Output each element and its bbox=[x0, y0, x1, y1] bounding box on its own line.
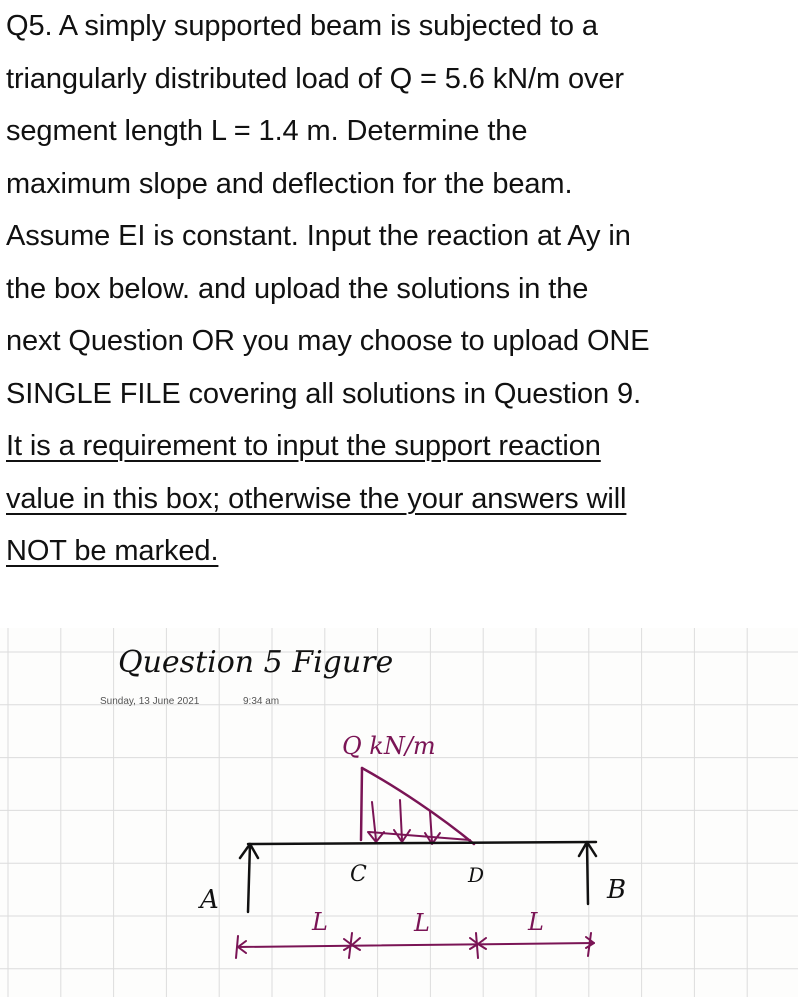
question-line bbox=[6, 525, 796, 578]
question-line-text: Assume EI is constant. Input the reaction at Ay in bbox=[6, 220, 631, 252]
support-a-arrow bbox=[240, 844, 258, 912]
question-line bbox=[6, 210, 796, 263]
question-line bbox=[6, 420, 796, 473]
figure-canvas bbox=[0, 628, 798, 997]
question-line-text: triangularly distributed load of Q = 5.6 kN/m over bbox=[6, 62, 624, 95]
span-label-2: L bbox=[414, 909, 430, 937]
grid-paper bbox=[0, 628, 798, 997]
point-d-label: D bbox=[468, 863, 485, 887]
requirement-text: NOT be marked. bbox=[6, 535, 219, 567]
support-b-arrow bbox=[579, 842, 596, 904]
requirement-text: It is a requirement to input the support reaction bbox=[6, 430, 601, 462]
question-line bbox=[6, 0, 796, 53]
question-line bbox=[6, 315, 796, 368]
figure-title: Question 5 Figure bbox=[118, 645, 394, 680]
point-c-label: C bbox=[350, 862, 367, 887]
beam bbox=[248, 842, 596, 844]
figure-time: 9:34 am bbox=[243, 696, 280, 707]
support-b-label: B bbox=[607, 875, 627, 905]
question-line-text: segment length L = 1.4 m. Determine the bbox=[6, 115, 528, 147]
question-line bbox=[6, 473, 796, 526]
span-label-1: L bbox=[312, 908, 328, 936]
question-line bbox=[6, 53, 796, 106]
question-figure bbox=[0, 628, 798, 997]
question-line bbox=[6, 105, 796, 158]
question-line-text: the box below. and upload the solutions in the bbox=[6, 272, 589, 305]
load-left-edge bbox=[361, 768, 362, 840]
question-line bbox=[6, 158, 796, 211]
question-text bbox=[6, 0, 796, 578]
span-label-3: L bbox=[528, 908, 544, 936]
question-line-text: Q5. A simply supported beam is subjected to a bbox=[6, 10, 598, 42]
load-arrow-1 bbox=[368, 802, 384, 842]
figure-date: Sunday, 13 June 2021 bbox=[100, 696, 200, 707]
support-a-label: A bbox=[200, 885, 219, 915]
dimension-line bbox=[238, 943, 594, 947]
question-line-text: maximum slope and deflection for the beam. bbox=[6, 167, 573, 200]
load-label: Q kN/m bbox=[342, 732, 436, 760]
question-line bbox=[6, 368, 796, 421]
question-line-text: SINGLE FILE covering all solutions in Question 9. bbox=[6, 377, 642, 410]
requirement-text: value in this box; otherwise the your answers will bbox=[6, 482, 627, 515]
question-line bbox=[6, 263, 796, 316]
question-line-text: next Question OR you may choose to upload ONE bbox=[6, 325, 650, 357]
